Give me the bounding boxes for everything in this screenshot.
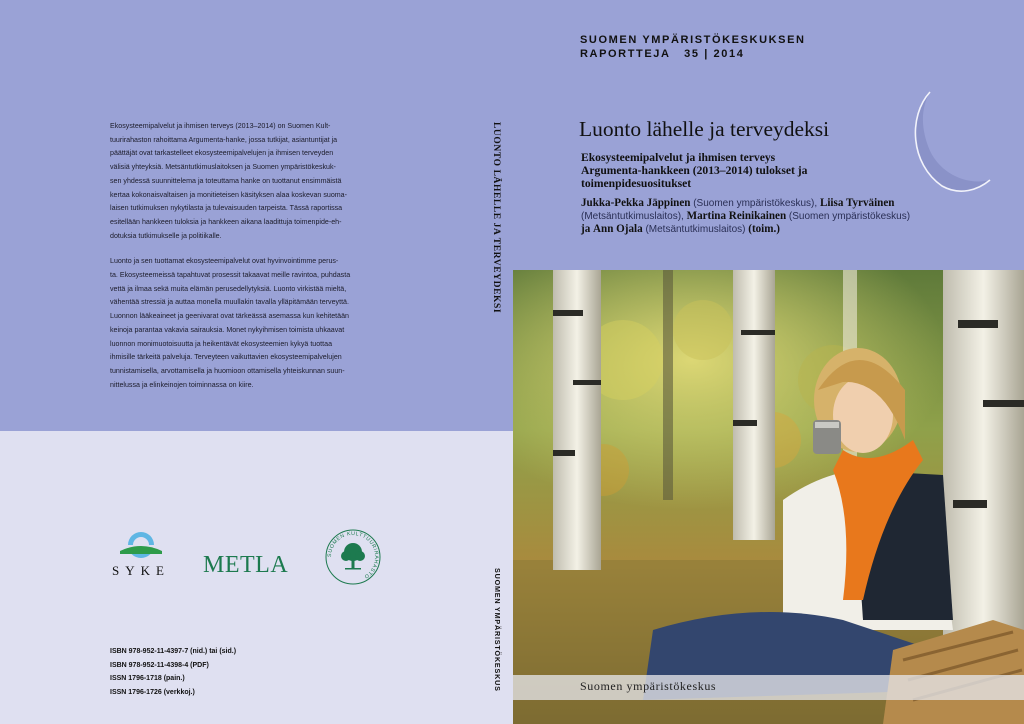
subtitle-line: toimenpidesuositukset	[581, 177, 692, 190]
isbn-line: ISBN 978-952-11-4397-7 (nid.) tai (sid.)	[110, 648, 237, 655]
syke-emblem-icon	[108, 528, 174, 562]
blurb-paragraph-2	[110, 255, 372, 392]
spine-publisher: SUOMEN YMPÄRISTÖKESKUS	[493, 568, 502, 692]
series-line-1: SUOMEN YMPÄRISTÖKESKUKSEN	[580, 34, 806, 46]
blurb-line: keinoja parantaa vakavia sairauksia. Monet nykyihmisen toimista uhkaavat	[110, 325, 345, 334]
syke-wordmark: SYKE	[112, 563, 170, 578]
blurb-line: välisiä yhteyksiä. Metsäntutkimuslaitoksen ja Suomen ympäristökeskuk-	[110, 163, 336, 172]
author-affiliation: (Metsäntutkimuslaitos)	[645, 224, 746, 235]
book-subtitle	[581, 151, 807, 190]
isbn-line: ISSN 1796-1726 (verkkoj.)	[110, 688, 195, 696]
blurb-line: tuurirahaston rahoittama Argumenta-hanke, jossa tutkijat, asiantuntijat ja	[110, 135, 338, 144]
blurb-line: esitellään hankkeen tuloksia ja hankkeen aikana laadittuja toimenpide-eh-	[110, 217, 342, 226]
author-list	[581, 197, 1001, 236]
isbn-line: ISSN 1796-1718 (pain.)	[110, 675, 185, 683]
series-line-2: RAPORTTEJA 35 | 2014	[580, 48, 745, 60]
isbn-line: ISBN 978-952-11-4398-4 (PDF)	[110, 661, 209, 669]
blurb-line: tunnistamisella, arvottamisella ja huomioon ottamisella yhteiskunnan suun-	[110, 366, 345, 375]
book-title: Luonto lähelle ja terveydeksi	[579, 117, 830, 141]
blurb-paragraph-1	[110, 120, 372, 243]
blurb-line: Ekosysteemipalvelut ja ihmisen terveys (2013–2014) on Suomen Kult-	[110, 122, 331, 130]
author-name: Ann Ojala	[593, 223, 643, 235]
subtitle-line: Argumenta-hankkeen (2013–2014) tulokset ja	[581, 164, 808, 177]
author-affiliation: (Metsäntutkimuslaitos),	[581, 211, 684, 222]
series-heading	[580, 33, 806, 61]
author-conjunction: ja	[581, 223, 591, 235]
blurb-line: laisen tutkimuksen nykytilasta ja tulevaisuuden tarpeista. Tässä raportissa	[110, 204, 343, 213]
crescent-moon-icon	[908, 86, 998, 196]
blurb-line: Luonnon lääkeaineet ja geenivarat ovat tärkeässä asemassa kun kehitetään	[110, 312, 349, 321]
spine	[488, 0, 513, 724]
blurb-line: ta. Ekosysteemeissä tapahtuvat prosessit takaavat meille ravintoa, puhdasta	[110, 271, 351, 280]
blurb-line: ihmisille tärkeitä palveluja. Terveyteen vaikuttavien ekosysteemipalvelujen	[110, 353, 342, 362]
back-cover-blurb	[110, 120, 372, 404]
author-name: Jukka-Pekka Jäppinen	[581, 197, 691, 209]
blurb-line: vähentää stressiä ja auttaa monella muullakin tavalla ylläpitämään terveyttä.	[110, 298, 349, 307]
front-cover	[513, 0, 1024, 724]
blurb-line: sen yhdessä suunnittelema ja toteuttama hanke on tuottanut ensimmäistä	[110, 176, 342, 185]
publisher-label: Suomen ympäristökeskus	[580, 679, 717, 693]
blurb-line: Luonto ja sen tuottamat ekosysteemipalvelut ovat hyvinvointimme perus-	[110, 257, 339, 266]
tree-seal-icon	[324, 528, 382, 586]
author-affiliation: (Suomen ympäristökeskus)	[788, 211, 911, 222]
publisher-band	[513, 675, 1024, 700]
blurb-line: nittelussa ja elinkeinojen toiminnassa on kiire.	[110, 380, 254, 389]
finnish-cultural-foundation-logo	[324, 528, 382, 586]
blurb-line: kertaa kokonaisvaltaisen ja monitieteisen käsityksen alaa koskevan suoma-	[110, 190, 347, 199]
syke-logo	[108, 528, 174, 580]
author-name: Liisa Tyrväinen	[819, 197, 895, 209]
editor-note: (toim.)	[748, 223, 780, 235]
subtitle-line: Ekosysteemipalvelut ja ihmisen terveys	[581, 151, 776, 164]
blurb-line: luonnon monimuotoisuutta ja heikentävät ekosysteemien kykyä tuottaa	[110, 339, 333, 348]
author-affiliation: (Suomen ympäristökeskus),	[693, 198, 818, 209]
blurb-line: dotuksia tutkimukselle ja politiikalle.	[110, 231, 222, 240]
blurb-line: päättäjät ovat tarkastelleet ekosysteemipalvelujen ja ihmisen terveyden	[110, 149, 334, 158]
foundation-ring-text: SUOMEN KULTTUURIRAHASTO	[326, 530, 380, 580]
metla-logo: METLA	[203, 552, 289, 578]
cover-photo	[513, 270, 1024, 724]
author-name: Martina Reinikainen	[686, 210, 787, 222]
blurb-line: vettä ja ilmaa sekä muita elämän perusedellytyksiä. Luonto virkistää mieltä,	[110, 284, 347, 293]
woman-in-birch-forest-image	[513, 270, 1024, 724]
isbn-block	[110, 645, 236, 699]
spine-title: LUONTO LÄHELLE JA TERVEYDEKSI	[491, 122, 501, 314]
